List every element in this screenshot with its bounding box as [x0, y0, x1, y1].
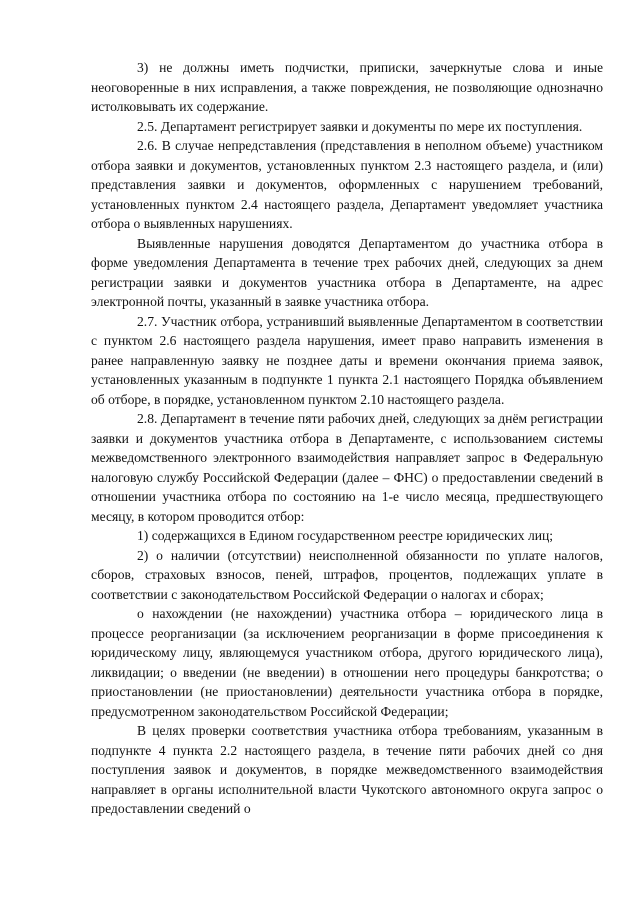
paragraph-reorganization: о нахождении (не нахождении) участника отбора – юридического лица в процессе реорганизации (за исключением реорганизации в форме присоединения к юридическому лицу, являющемуся участником отбора, другого юридического лица), ликвидации; о введении (не введении) в отношении него процедуры банкротства; о приостановлении (не приостановлении) деятельности участника отбора в порядке, предусмотренном законодательством Российской Федерации; — [91, 606, 603, 719]
paragraph-violations-notice: Выявленные нарушения доводятся Департаментом до участника отбора в форме уведомления Департамента в течение трех рабочих дней, следующих за днем регистрации заявки и документов участника отбора в Департаменте, на адрес электронной почты, указанный в заявке участника отбора. — [91, 235, 603, 309]
paragraph-verification: В целях проверки соответствия участника отбора требованиям, указанным в подпункте 4 пункта 2.2 настоящего раздела, в течение пяти рабочих дней со дня поступления заявок и документов, в порядке межведомственного взаимодействия направляет в органы исполнительной власти Чукотского автономного округа запрос о предоставлении сведений о — [91, 723, 603, 816]
paragraph-2-6: 2.6. В случае непредставления (представления в неполном объеме) участником отбора заявки и документов, установленных пунктом 2.3 настоящего раздела, и (или) представления заявки и документов, оформленных с нарушением требований, установленных пунктом 2.4 настоящего раздела, Департамент уведомляет участника отбора о выявленных нарушениях. — [91, 138, 603, 231]
document-body — [91, 58, 603, 819]
paragraph-item-1: 1) содержащихся в Едином государственном реестре юридических лиц; — [137, 528, 554, 543]
paragraph-2-8: 2.8. Департамент в течение пяти рабочих дней, следующих за днём регистрации заявки и документов участника отбора в Департаменте, с использованием системы межведомственного электронного взаимодействия направляет запрос в Федеральную налоговую службу Российской Федерации (далее – ФНС) о предоставлении сведений в отношении участника отбора по состоянию на 1-е число месяца, предшествующего месяцу, в котором проводится отбор: — [91, 411, 603, 524]
paragraph-item-2: 2) о наличии (отсутствии) неисполненной обязанности по уплате налогов, сборов, страховых взносов, пеней, штрафов, процентов, подлежащих уплате в соответствии с законодательством Российской Федерации о налогах и сборах; — [91, 547, 603, 602]
paragraph-2-5: 2.5. Департамент регистрирует заявки и документы по мере их поступления. — [137, 118, 583, 134]
paragraph-2-7: 2.7. Участник отбора, устранивший выявленные Департаментом в соответствии с пунктом 2.6 настоящего раздела нарушения, имеет право направить изменения в ранее направленную заявку не позднее даты и времени окончания приема заявок, установленных указанным в подпункте 1 пункта 2.1 настоящего Порядка объявлением об отборе, в порядке, установленном пунктом 2.10 настоящего раздела. — [91, 313, 603, 407]
paragraph-item-3: 3) не должны иметь подчистки, приписки, зачеркнутые слова и иные неоговоренные в них исправления, а также повреждения, не позволяющие однозначно истолковывать их содержание. — [91, 60, 603, 114]
